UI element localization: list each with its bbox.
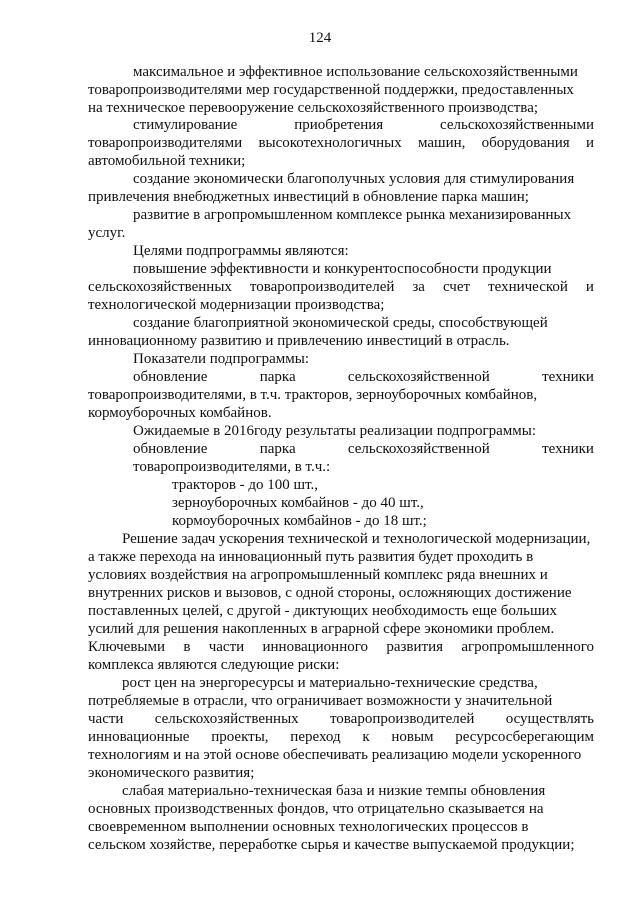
word: парка <box>259 369 296 385</box>
text-line: потребляемые в отрасли, что ограничивает возможности у значительной <box>88 693 553 709</box>
text-line: условиях воздействия на агропромышленный комплекс ряда внешних и <box>88 567 548 583</box>
word: сельскохозяйственными <box>440 117 594 133</box>
word: осуществлять <box>505 711 594 727</box>
list-item: кормоуборочных комбайнов - до 18 шт.; <box>172 513 427 529</box>
text-line: рост цен на энергоресурсы и материально-технические средства, <box>122 675 538 691</box>
text-line <box>88 710 594 728</box>
text-line: внутренних рисков и вызовов, с одной стороны, осложняющих достижение <box>88 585 572 601</box>
text-line: поставленных целей, с другой - диктующих необходимость еще больших <box>88 603 558 619</box>
word: оборудования <box>481 135 570 151</box>
word: ресурсосберегающим <box>455 729 594 745</box>
word: сельскохозяйственной <box>347 441 490 457</box>
word: части <box>88 711 124 727</box>
word: инновационного <box>262 639 369 655</box>
word: и <box>585 279 594 295</box>
section-heading: Показатели подпрограммы: <box>133 351 310 367</box>
word: инновационные <box>88 729 190 745</box>
text-line: Решение задач ускорения технической и технологической модернизации, <box>122 531 591 547</box>
word: счет <box>442 279 471 295</box>
word: к <box>362 729 370 745</box>
text-line: комплекса являются следующие риски: <box>88 657 340 673</box>
text-line <box>133 116 594 134</box>
word: обновление <box>133 441 208 457</box>
text-line <box>88 638 594 656</box>
text-line: автомобильной техники; <box>88 153 246 169</box>
word: сельскохозяйственной <box>347 369 490 385</box>
word: сельскохозяйственных <box>154 711 299 727</box>
word: приобретения <box>294 117 384 133</box>
text-line: создание благоприятной экономической среды, способствующей <box>133 315 548 331</box>
text-line: повышение эффективности и конкурентоспособности продукции <box>133 261 552 277</box>
word: обновление <box>133 369 208 385</box>
text-line: товаропроизводителями, в т.ч.: <box>133 459 331 475</box>
text-line <box>88 134 594 152</box>
text-line <box>88 278 594 296</box>
text-line: сельском хозяйстве, переработке сырья и качестве выпускаемой продукции; <box>88 837 575 853</box>
word: стимулирование <box>133 117 238 133</box>
word: парка <box>259 441 296 457</box>
text-line <box>133 440 594 458</box>
word: и <box>585 135 594 151</box>
text-line: слабая материально-техническая база и низкие темпы обновления <box>122 783 546 799</box>
word: агропромышленного <box>461 639 594 655</box>
text-line: создание экономически благополучных условия для стимулирования <box>133 171 575 187</box>
word: в <box>183 639 191 655</box>
section-heading: Целями подпрограммы являются: <box>133 243 349 259</box>
word: сельскохозяйственных <box>88 279 232 295</box>
text-line: своевременном выполнении основных технологических процессов в <box>88 819 529 835</box>
text-line: привлечения внебюджетных инвестиций в обновление парка машин; <box>88 189 529 205</box>
text-line: максимальное и эффективное использование сельскохозяйственными <box>133 64 578 80</box>
word: новым <box>391 729 434 745</box>
section-heading: Ожидаемые в 2016году результаты реализации подпрограммы: <box>133 423 537 439</box>
text-line: основных производственных фондов, что отрицательно сказывается на <box>88 801 544 817</box>
word: товаропроизводителями <box>88 135 243 151</box>
word: технической <box>488 279 568 295</box>
word: товаропроизводителей <box>249 279 395 295</box>
list-item: зерноуборочных комбайнов - до 40 шт., <box>172 495 424 511</box>
text-line: товаропроизводителями, в т.ч. тракторов, зерноуборочных комбайнов, <box>88 387 538 403</box>
text-line <box>133 368 594 386</box>
word: переход <box>290 729 341 745</box>
text-line: усилий для решения накопленных в аграрной сфере экономики проблем. <box>88 621 555 637</box>
word: высокотехнологичных <box>258 135 402 151</box>
word: развития <box>386 639 444 655</box>
word: техники <box>542 441 594 457</box>
text-line: на техническое перевооружение сельскохозяйственного производства; <box>88 100 539 116</box>
text-line: инновационному развитию и привлечению инвестиций в отрасль. <box>88 333 510 349</box>
text-line: развитие в агропромышленном комплексе рынка механизированных <box>133 207 572 223</box>
list-item: тракторов - до 100 шт., <box>172 477 319 493</box>
text-line <box>88 728 594 746</box>
word: Ключевыми <box>88 639 166 655</box>
text-line: экономического развития; <box>88 765 255 781</box>
word: части <box>208 639 245 655</box>
text-line: кормоуборочных комбайнов. <box>88 405 272 421</box>
text-line: технологиям и на этой основе обеспечивать реализацию модели ускоренного <box>88 747 582 763</box>
text-line: товаропроизводителями мер государственной поддержки, предоставленных <box>88 82 574 98</box>
text-line: а также перехода на инновационный путь развития будет проходить в <box>88 549 534 565</box>
word: товаропроизводителей <box>329 711 475 727</box>
text-line: технологической модернизации производства; <box>88 297 385 313</box>
word: за <box>412 279 425 295</box>
text-line: услуг. <box>88 225 126 241</box>
word: машин, <box>417 135 466 151</box>
word: техники <box>542 369 594 385</box>
word: проекты, <box>211 729 269 745</box>
page-number: 124 <box>308 30 332 46</box>
